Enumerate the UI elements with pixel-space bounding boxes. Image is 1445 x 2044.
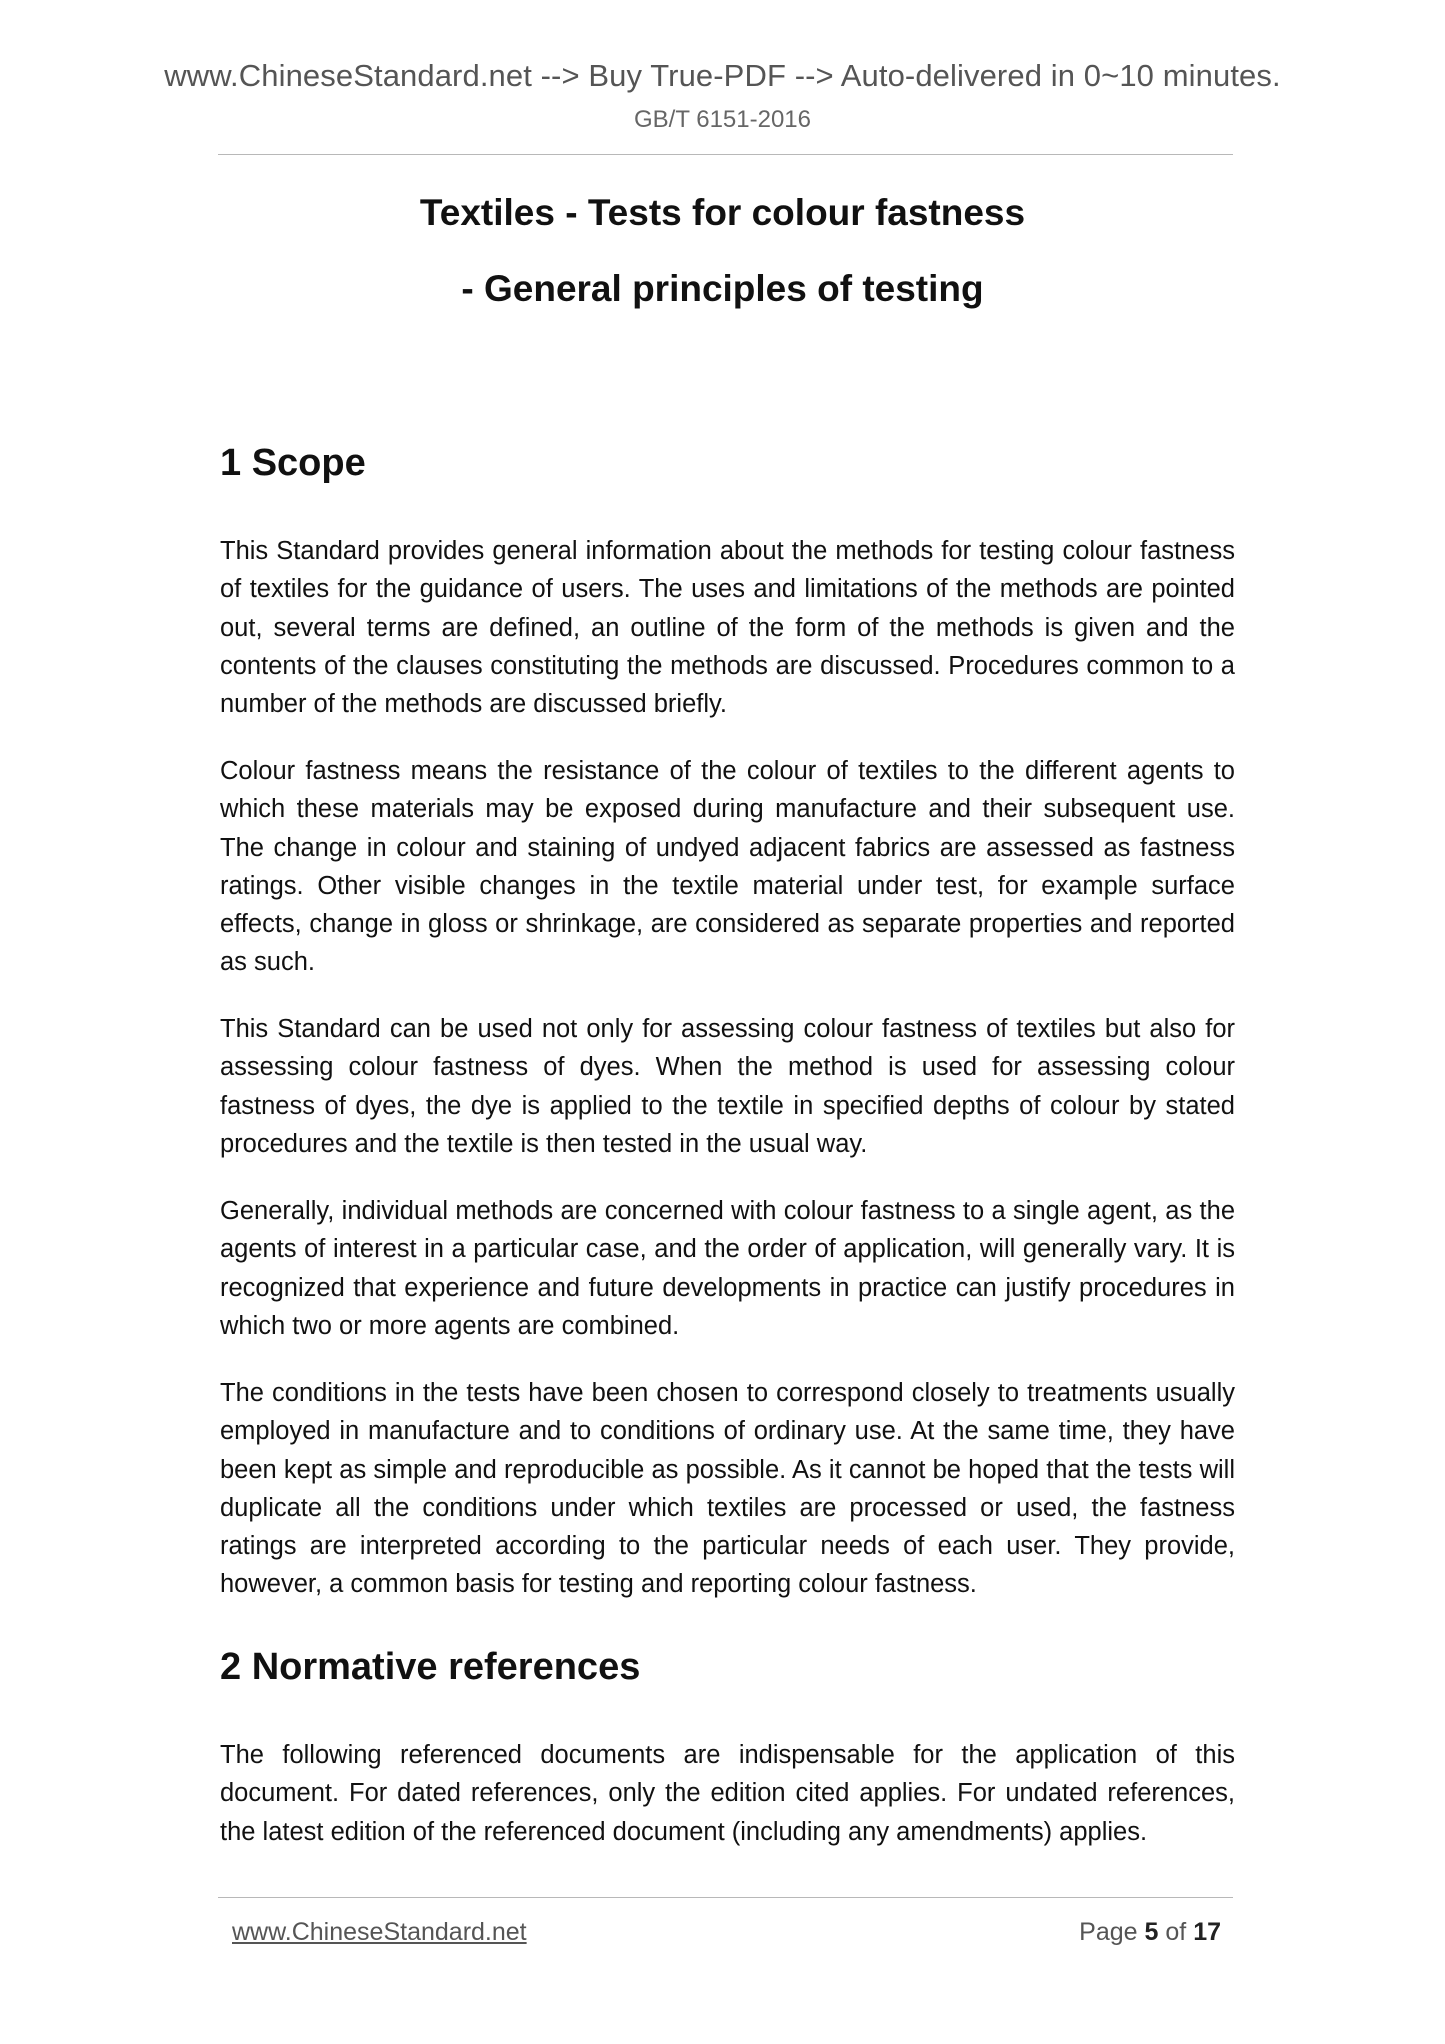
scope-paragraph-1: This Standard provides general information about the methods for testing colour fastness of textiles for the guidance of users. The uses and limitations of the methods are pointed out, several terms are defined, an outline of the form of the methods is given and the contents of the clauses constituting the methods are discussed. Procedures common to a number of the methods are discussed briefly. — [220, 537, 1235, 719]
page-total: 17 — [1193, 1918, 1221, 1946]
scope-paragraph-3: This Standard can be used not only for assessing colour fastness of textiles but also for assessing colour fastness of dyes. When the method is used for assessing colour fastness of dyes, the dye is applied to the textile in specified depths of colour by stated procedures and the textile is then tested in the usual way. — [220, 1015, 1235, 1158]
footer-site-link[interactable]: www.ChineseStandard.net — [232, 1918, 527, 1946]
header-divider — [218, 154, 1233, 155]
standard-code: GB/T 6151-2016 — [633, 106, 811, 133]
page-of: of — [1165, 1918, 1187, 1946]
normative-references-paragraph: The following referenced documents are indispensable for the application of this document. For dated references, only the edition cited applies. For undated references, the latest edition of the referenced document (including any amendments) applies. — [220, 1741, 1235, 1846]
section-heading-scope: 1 Scope — [220, 442, 366, 484]
page-label: Page — [1079, 1918, 1138, 1946]
scope-paragraph-2: Colour fastness means the resistance of the colour of textiles to the different agents to which these materials may be exposed during manufacture and their subsequent use. The change in colour and staining of undyed adjacent fabrics are assessed as fastness ratings. Other visible changes in the textile material under test, for example surface effects, change in gloss or shrinkage, are considered as separate properties and reported as such. — [220, 757, 1235, 977]
document-title-line-2: - General principles of testing — [461, 268, 984, 309]
header-banner: www.ChineseStandard.net --> Buy True-PDF --> Auto-delivered in 0~10 minutes. — [164, 58, 1281, 93]
footer-divider — [218, 1897, 1233, 1898]
document-title-line-1: Textiles - Tests for colour fastness — [419, 192, 1026, 233]
scope-paragraph-4: Generally, individual methods are concerned with colour fastness to a single agent, as the agents of interest in a particular case, and the order of application, will generally vary. It is recognized that experience and future developments in practice can justify procedures in which two or more agents are combined. — [220, 1197, 1235, 1340]
page-indicator — [1079, 1918, 1221, 1947]
scope-paragraph-5: The conditions in the tests have been chosen to correspond closely to treatments usually employed in manufacture and to conditions of ordinary use. At the same time, they have been kept as simple and reproducible as possible. As it cannot be hoped that the tests will duplicate all the conditions under which textiles are processed or used, the fastness ratings are interpreted according to the particular needs of each user. They provide, however, a common basis for testing and reporting colour fastness. — [220, 1379, 1235, 1599]
section-heading-normative-references: 2 Normative references — [220, 1646, 641, 1688]
page-current: 5 — [1144, 1918, 1159, 1946]
